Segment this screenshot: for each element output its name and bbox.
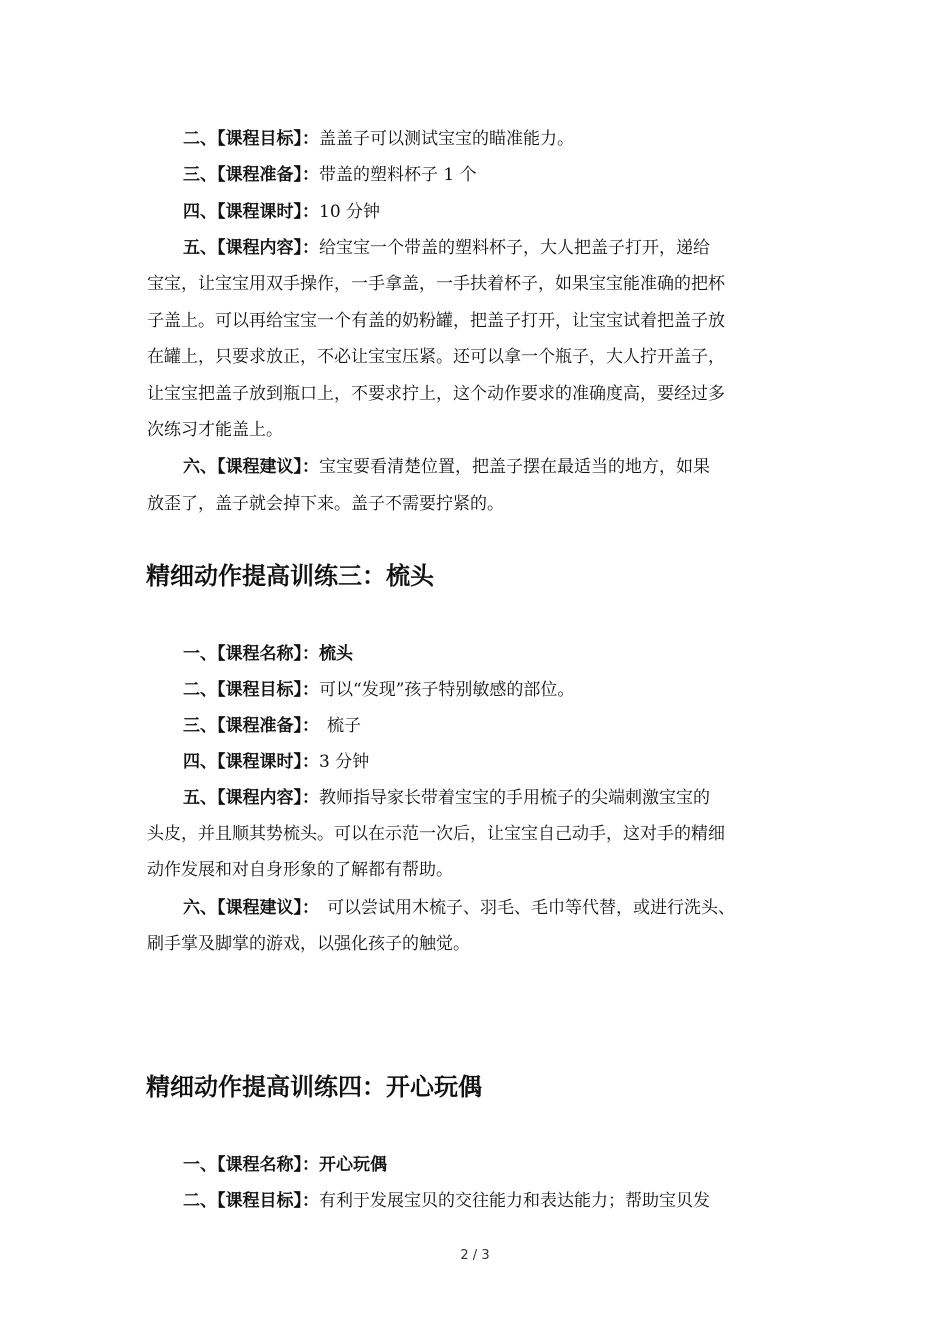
s3-advice: 六、【课程建议】： 可以尝试用木梳子、羽毛、毛巾等代替，或进行洗头、 xyxy=(183,898,735,918)
s3-advice-line: 刷手掌及脚掌的游戏，以强化孩子的触觉。 xyxy=(147,934,470,954)
s2-content-line: 在罐上，只要求放正，不必让宝宝压紧。还可以拿一个瓶子，大人拧开盖子， xyxy=(147,347,725,367)
s4-name: 一、【课程名称】：开心玩偶 xyxy=(183,1155,387,1175)
s2-goal: 二、【课程目标】：盖盖子可以测试宝宝的瞄准能力。 xyxy=(183,129,574,149)
s3-content-line: 动作发展和对自身形象的了解都有帮助。 xyxy=(147,860,453,880)
s2-content-line: 宝宝，让宝宝用双手操作，一手拿盖，一手扶着杯子，如果宝宝能准确的把杯 xyxy=(147,274,725,294)
page-number: 2 / 3 xyxy=(460,1248,490,1263)
s2-advice: 六、【课程建议】：宝宝要看清楚位置，把盖子摆在最适当的地方，如果 xyxy=(183,457,710,477)
section-heading-4: 精细动作提高训练四：开心玩偶 xyxy=(146,1073,482,1101)
s3-time: 四、【课程课时】：3 分钟 xyxy=(183,752,370,772)
s2-advice-line: 放歪了，盖子就会掉下来。盖子不需要拧紧的。 xyxy=(147,494,504,514)
s4-goal: 二、【课程目标】：有利于发展宝贝的交往能力和表达能力；帮助宝贝发 xyxy=(183,1191,710,1211)
s3-content: 五、【课程内容】：教师指导家长带着宝宝的手用梳子的尖端刺激宝宝的 xyxy=(183,788,710,808)
s2-content: 五、【课程内容】：给宝宝一个带盖的塑料杯子，大人把盖子打开，递给 xyxy=(183,238,710,258)
s2-time: 四、【课程课时】：10 分钟 xyxy=(183,202,381,222)
s2-content-line: 让宝宝把盖子放到瓶口上，不要求拧上，这个动作要求的准确度高，要经过多 xyxy=(147,384,725,404)
s2-content-line: 子盖上。可以再给宝宝一个有盖的奶粉罐，把盖子打开，让宝宝试着把盖子放 xyxy=(147,311,725,331)
s3-name: 一、【课程名称】：梳头 xyxy=(183,644,353,664)
section-heading-3: 精细动作提高训练三：梳头 xyxy=(146,562,434,590)
s3-content-line: 头皮，并且顺其势梳头。可以在示范一次后，让宝宝自己动手，这对手的精细 xyxy=(147,824,725,844)
s2-content-line: 次练习才能盖上。 xyxy=(147,420,283,440)
s3-goal: 二、【课程目标】：可以“发现”孩子特别敏感的部位。 xyxy=(183,680,575,700)
s2-prep: 三、【课程准备】：带盖的塑料杯子 1 个 xyxy=(183,165,477,185)
s3-prep: 三、【课程准备】： 梳子 xyxy=(183,716,361,736)
